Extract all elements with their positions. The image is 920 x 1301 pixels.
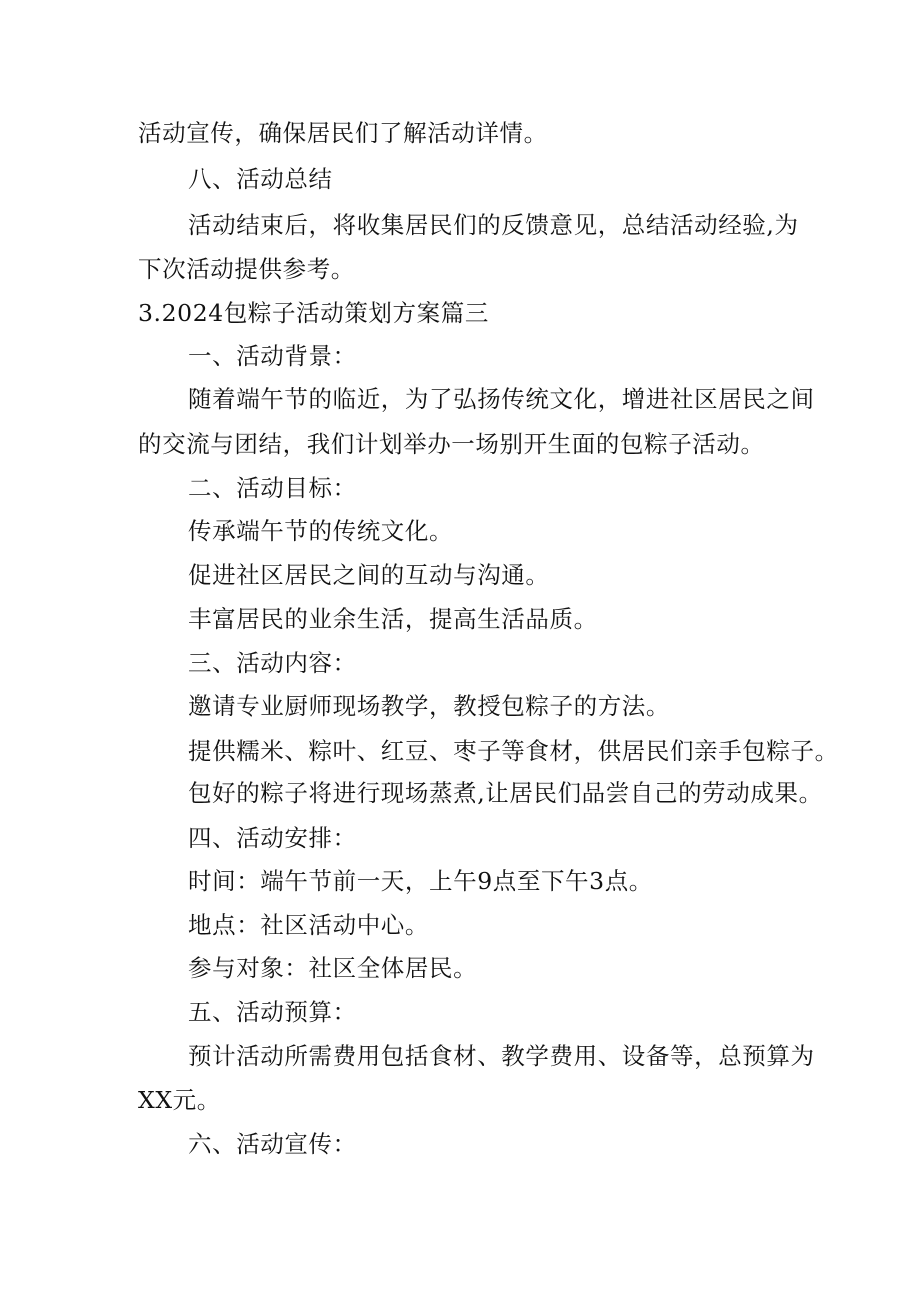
section-heading: 二、活动目标： [188, 474, 357, 502]
paragraph-line: 活动宣传，确保居民们了解活动详情。 [138, 119, 548, 147]
list-item: 包好的粽子将进行现场蒸煮,让居民们品尝自己的劳动成果。 [188, 779, 823, 807]
paragraph-line: 活动结束后，将收集居民们的反馈意见，总结活动经验,为 [188, 211, 799, 239]
section-heading: 三、活动内容： [188, 649, 357, 677]
paragraph-line: 预计活动所需费用包括食材、教学费用、设备等，总预算为 [188, 1042, 815, 1070]
list-item: 提供糯米、粽叶、红豆、枣子等食材，供居民们亲手包粽子。 [188, 737, 839, 765]
list-item: 传承端午节的传统文化。 [188, 517, 454, 545]
section-heading: 四、活动安排： [188, 824, 357, 852]
document-title: 3.2024包粽子活动策划方案篇三 [138, 299, 489, 327]
section-heading: 一、活动背景： [188, 342, 357, 370]
list-item: 时间：端午节前一天，上午9点至下午3点。 [188, 867, 653, 895]
section-heading: 五、活动预算： [188, 998, 357, 1026]
list-item: 邀请专业厨师现场教学，教授包粽子的方法。 [188, 692, 670, 720]
list-item: 地点：社区活动中心。 [188, 911, 429, 939]
paragraph-line: XX元。 [138, 1086, 221, 1114]
section-heading: 六、活动宣传： [188, 1130, 357, 1158]
list-item: 促进社区居民之间的互动与沟通。 [188, 561, 550, 589]
list-item: 参与对象：社区全体居民。 [188, 954, 478, 982]
paragraph-line: 下次活动提供参考。 [138, 255, 355, 283]
list-item: 丰富居民的业余生活，提高生活品质。 [188, 605, 598, 633]
paragraph-line: 的交流与团结，我们计划举办一场别开生面的包粽子活动。 [138, 430, 765, 458]
section-heading: 八、活动总结 [188, 165, 333, 193]
paragraph-line: 随着端午节的临近，为了弘扬传统文化，增进社区居民之间 [188, 385, 815, 413]
